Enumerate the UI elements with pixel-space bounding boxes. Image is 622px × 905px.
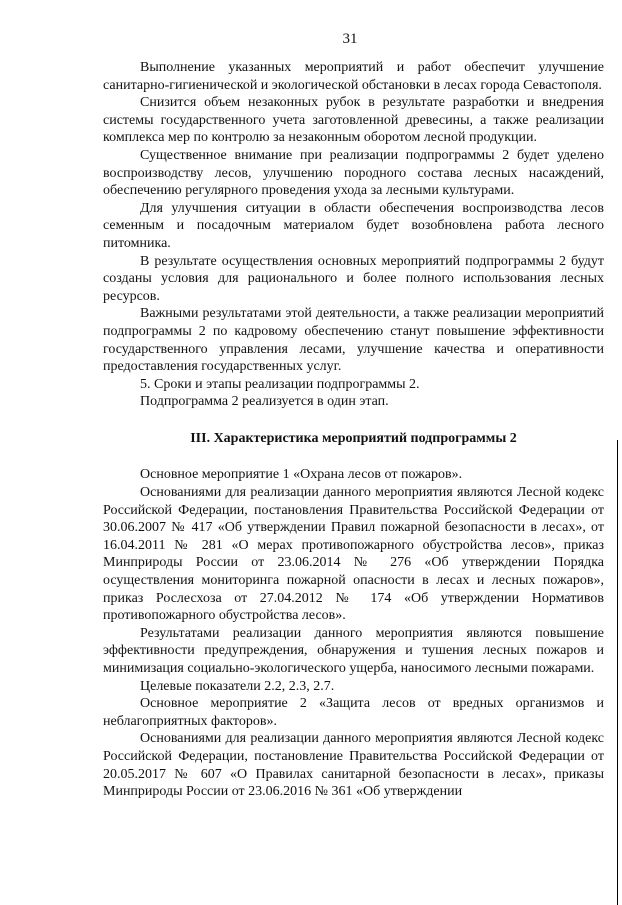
paragraph: Результатами реализации данного мероприятия являются повышение эффективности предупреждения, обнаружения и тушения лесных пожаров и минимизация социально-экологического ущерба, наносимого лесными пожарами. (103, 625, 604, 676)
section-heading: III. Характеристика мероприятий подпрограммы 2 (190, 430, 517, 446)
paragraph: 5. Сроки и этапы реализации подпрограммы 2. (140, 376, 420, 392)
page-number: 31 (342, 31, 358, 47)
paragraph: Важными результатами этой деятельности, а также реализации мероприятий подпрограммы 2 по кадровому обеспечению станут повышение эффективности государственного управления лесами, улучшение качества и оперативности предоставления государственных услуг. (103, 306, 604, 375)
paragraph: Основное мероприятие 2 «Защита лесов от вредных организмов и неблагоприятных факторов». (103, 696, 604, 729)
document-body (103, 59, 604, 801)
page-edge-line (617, 440, 618, 905)
paragraph: Основаниями для реализации данного мероприятия являются Лесной кодекс Российской Федерации, постановление Правительства Российской Федерации от 20.05.2017 № 607 «О Правилах санитарной безопасности в лесах», приказы Минприроды России от 23.06.2016 № 361 «Об утверждении (103, 731, 604, 800)
paragraph: Снизится объем незаконных рубок в результате разработки и внедрения системы государственного учета заготовленной древесины, а также реализации комплекса мер по контролю за незаконным оборотом лесной продукции. (103, 95, 604, 146)
paragraph: Существенное внимание при реализации подпрограммы 2 будет уделено воспроизводству лесов, улучшению породного состава лесных насаждений, обеспечению регулярного проведения ухода за лесными культурами. (103, 147, 604, 199)
paragraph: В результате осуществления основных мероприятий подпрограммы 2 будут созданы условия для рационального и более полного использования лесных ресурсов. (103, 253, 604, 304)
paragraph: Целевые показатели 2.2, 2.3, 2.7. (140, 678, 335, 694)
paragraph: Для улучшения ситуации в области обеспечения воспроизводства лесов семенным и посадочным материалом будет возобновлена работа лесного питомника. (103, 200, 604, 251)
paragraph: Основаниями для реализации данного мероприятия являются Лесной кодекс Российской Федерации, постановления Правительства Российской Федерации от 30.06.2007 № 417 «Об утверждении Правил пожарной безопасности в лесах», от 16.04.2011 № 281 «О мерах противопожарного обустройства лесов», приказ Минприроды России от 23.06.2014 № 276 «Об утверждении Порядка осуществления мониторинга пожарной опасности в лесах и лесных пожаров», приказ Рослесхоза от 27.04.2012 № 174 «Об утверждении Нормативов противопожарного обустройства лесов». (103, 485, 604, 624)
paragraph: Основное мероприятие 1 «Охрана лесов от пожаров». (140, 467, 463, 483)
paragraph: Выполнение указанных мероприятий и работ обеспечит улучшение санитарно-гигиенической и экологической обстановки в лесах города Севастополя. (103, 60, 604, 93)
paragraph: Подпрограмма 2 реализуется в один этап. (140, 394, 389, 410)
